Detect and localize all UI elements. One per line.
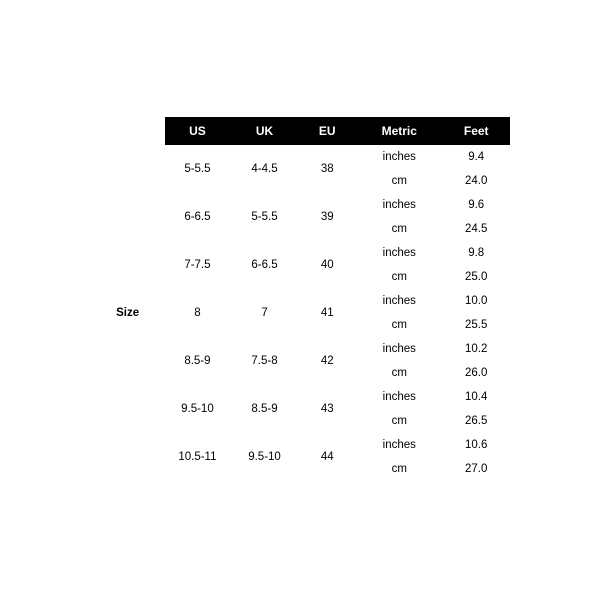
cell-eu: 40 — [299, 241, 356, 289]
cell-feet-inches: 10.2 — [443, 337, 510, 361]
cell-eu: 38 — [299, 145, 356, 193]
cell-feet-cm: 27.0 — [443, 457, 510, 481]
table-header-row — [91, 118, 510, 145]
cell-eu: 44 — [299, 433, 356, 481]
cell-metric-cm: cm — [356, 169, 443, 193]
cell-metric-cm: cm — [356, 409, 443, 433]
column-header-feet: Feet — [443, 118, 510, 145]
cell-uk: 6-6.5 — [230, 241, 299, 289]
cell-us: 8.5-9 — [165, 337, 230, 385]
column-header-us: US — [165, 118, 230, 145]
cell-us: 8 — [165, 289, 230, 337]
cell-metric-cm: cm — [356, 313, 443, 337]
cell-feet-cm: 26.0 — [443, 361, 510, 385]
column-header-metric: Metric — [356, 118, 443, 145]
cell-feet-inches: 9.6 — [443, 193, 510, 217]
cell-uk: 7 — [230, 289, 299, 337]
cell-feet-inches: 10.4 — [443, 385, 510, 409]
cell-feet-inches: 10.0 — [443, 289, 510, 313]
cell-feet-cm: 25.0 — [443, 265, 510, 289]
cell-feet-cm: 24.5 — [443, 217, 510, 241]
cell-eu: 41 — [299, 289, 356, 337]
cell-eu: 42 — [299, 337, 356, 385]
cell-metric-inches: inches — [356, 337, 443, 361]
cell-feet-inches: 10.6 — [443, 433, 510, 457]
size-chart-panel — [90, 117, 510, 480]
table-row — [91, 145, 510, 169]
cell-us: 7-7.5 — [165, 241, 230, 289]
column-header-uk: UK — [230, 118, 299, 145]
cell-eu: 39 — [299, 193, 356, 241]
cell-metric-cm: cm — [356, 457, 443, 481]
cell-uk: 8.5-9 — [230, 385, 299, 433]
size-chart-table — [90, 117, 510, 481]
cell-metric-inches: inches — [356, 193, 443, 217]
cell-eu: 43 — [299, 385, 356, 433]
cell-us: 10.5-11 — [165, 433, 230, 481]
cell-us: 6-6.5 — [165, 193, 230, 241]
cell-uk: 9.5-10 — [230, 433, 299, 481]
cell-metric-cm: cm — [356, 217, 443, 241]
cell-metric-cm: cm — [356, 361, 443, 385]
cell-uk: 4-4.5 — [230, 145, 299, 193]
cell-feet-inches: 9.8 — [443, 241, 510, 265]
cell-us: 5-5.5 — [165, 145, 230, 193]
cell-uk: 7.5-8 — [230, 337, 299, 385]
column-header-eu: EU — [299, 118, 356, 145]
cell-metric-inches: inches — [356, 385, 443, 409]
cell-metric-inches: inches — [356, 145, 443, 169]
table-head — [91, 118, 510, 145]
cell-feet-cm: 24.0 — [443, 169, 510, 193]
cell-feet-cm: 25.5 — [443, 313, 510, 337]
cell-feet-inches: 9.4 — [443, 145, 510, 169]
table-corner-cell — [91, 118, 165, 145]
cell-metric-inches: inches — [356, 289, 443, 313]
cell-feet-cm: 26.5 — [443, 409, 510, 433]
cell-us: 9.5-10 — [165, 385, 230, 433]
cell-uk: 5-5.5 — [230, 193, 299, 241]
cell-metric-inches: inches — [356, 241, 443, 265]
table-body — [91, 145, 510, 481]
cell-metric-inches: inches — [356, 433, 443, 457]
cell-metric-cm: cm — [356, 265, 443, 289]
row-label-size: Size — [91, 145, 165, 481]
